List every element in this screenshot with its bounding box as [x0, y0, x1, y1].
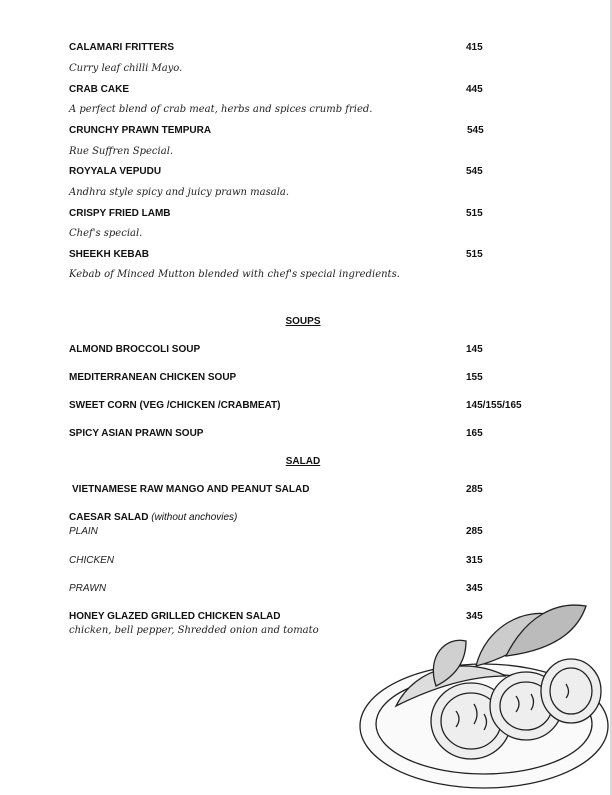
item-desc: Kebab of Minced Mutton blended with chef's special ingredients. [69, 269, 400, 280]
item-price: 345 [466, 611, 483, 622]
caesar-name: CAESAR SALAD [69, 512, 149, 523]
item-name: SPICY ASIAN PRAWN SOUP [69, 428, 204, 439]
item-name: HONEY GLAZED GRILLED CHICKEN SALAD [69, 611, 281, 622]
item-desc: Curry leaf chilli Mayo. [69, 63, 183, 74]
item-price: 545 [466, 166, 483, 177]
item-price: 285 [466, 484, 483, 495]
item-name: ROYYALA VEPUDU [69, 166, 162, 177]
variant-name: PLAIN [69, 526, 98, 537]
section-heading-soups: SOUPS [285, 316, 321, 327]
variant-name: PRAWN [69, 583, 107, 594]
item-price: 145/155/165 [466, 400, 522, 411]
caesar-note: (without anchovies) [151, 512, 238, 523]
tomato-salad-illustration [356, 596, 612, 795]
item-name: CALAMARI FRITTERS [69, 42, 174, 53]
item-name [69, 512, 237, 523]
item-desc: Rue Suffren Special. [69, 146, 174, 157]
item-price: 545 [467, 125, 484, 136]
variant-name: CHICKEN [69, 555, 115, 566]
item-name: CRAB CAKE [69, 84, 129, 95]
item-name: CRUNCHY PRAWN TEMPURA [69, 125, 212, 136]
item-price: 145 [466, 344, 483, 355]
variant-price: 315 [466, 555, 483, 566]
item-price: 515 [466, 208, 483, 219]
section-heading-salad: SALAD [285, 456, 321, 467]
item-desc: Andhra style spicy and juicy prawn masala. [69, 187, 290, 198]
item-desc: chicken, bell pepper, Shredded onion and tomato [69, 625, 319, 636]
variant-price: 285 [466, 526, 483, 537]
item-name: ALMOND BROCCOLI SOUP [69, 344, 201, 355]
item-price: 165 [466, 428, 483, 439]
item-desc: Chef's special. [69, 228, 143, 239]
item-name: MEDITERRANEAN CHICKEN SOUP [69, 372, 237, 383]
item-name: SWEET CORN (VEG /CHICKEN /CRABMEAT) [69, 400, 281, 411]
item-price: 415 [466, 42, 483, 53]
variant-price: 345 [466, 583, 483, 594]
item-price: 515 [466, 249, 483, 260]
item-name: CRISPY FRIED LAMB [69, 208, 171, 219]
item-name: VIETNAMESE RAW MANGO AND PEANUT SALAD [72, 484, 310, 495]
item-name: SHEEKH KEBAB [69, 249, 150, 260]
item-desc: A perfect blend of crab meat, herbs and spices crumb fried. [69, 104, 373, 115]
item-price: 155 [466, 372, 483, 383]
item-price: 445 [466, 84, 483, 95]
